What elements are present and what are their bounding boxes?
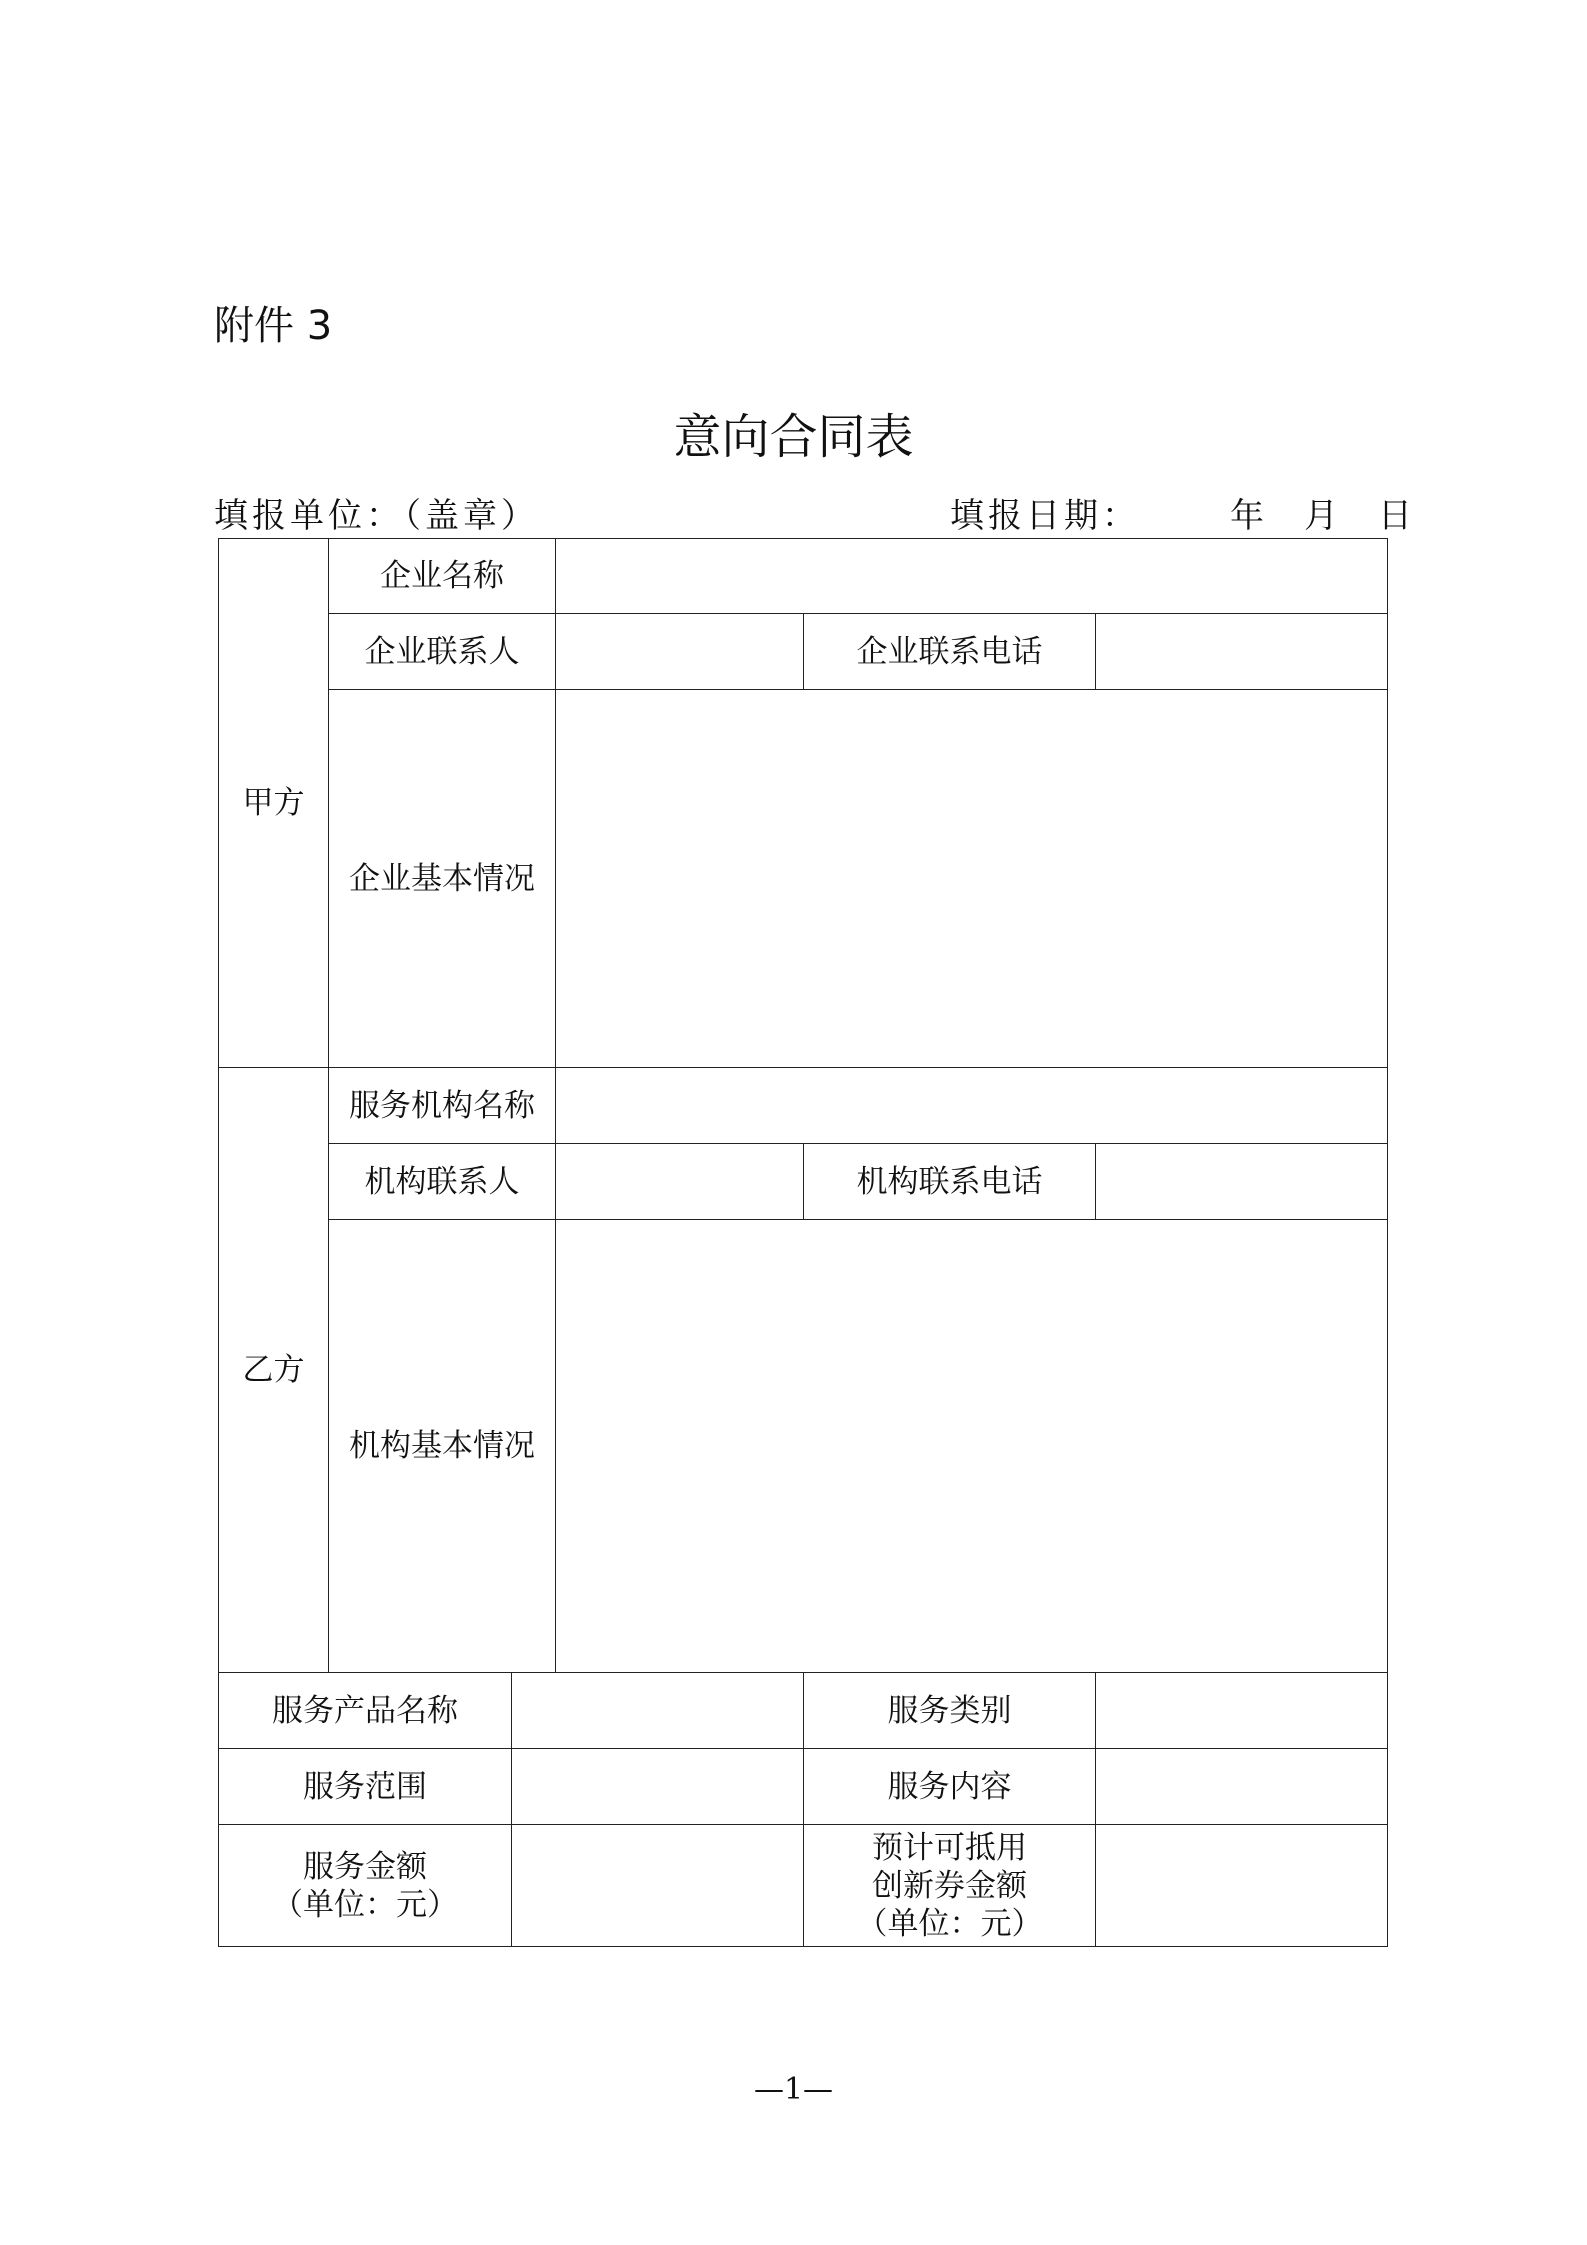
service-amount-line1: 服务金额 xyxy=(303,1848,427,1885)
institution-phone-field[interactable] xyxy=(1096,1144,1388,1220)
service-amount-field[interactable] xyxy=(512,1825,804,1947)
service-scope-field[interactable] xyxy=(512,1749,804,1825)
voucher-amount-label xyxy=(804,1825,1096,1947)
company-contact-field[interactable] xyxy=(556,614,804,690)
institution-name-label: 服务机构名称 xyxy=(329,1068,556,1144)
institution-info-label: 机构基本情况 xyxy=(329,1220,556,1673)
service-amount-label xyxy=(219,1825,512,1947)
voucher-amount-field[interactable] xyxy=(1096,1825,1388,1947)
company-name-label: 企业名称 xyxy=(329,539,556,614)
institution-phone-label: 机构联系电话 xyxy=(804,1144,1096,1220)
product-name-label: 服务产品名称 xyxy=(219,1673,512,1749)
service-content-field[interactable] xyxy=(1096,1749,1388,1825)
company-phone-field[interactable] xyxy=(1096,614,1388,690)
service-category-field[interactable] xyxy=(1096,1673,1388,1749)
date-month-label: 月 xyxy=(1304,496,1342,536)
institution-name-field[interactable] xyxy=(556,1068,1388,1144)
company-contact-label: 企业联系人 xyxy=(329,614,556,690)
fill-unit-label: 填报单位：（盖章） xyxy=(214,496,539,536)
form-title: 意向合同表 xyxy=(673,409,914,465)
date-year-label: 年 xyxy=(1230,496,1268,536)
attachment-label: 附件 3 xyxy=(214,303,333,349)
institution-contact-label: 机构联系人 xyxy=(329,1144,556,1220)
voucher-amount-line3: （单位：元） xyxy=(856,1905,1043,1942)
company-phone-label: 企业联系电话 xyxy=(804,614,1096,690)
party-a-label: 甲方 xyxy=(219,539,329,1068)
service-content-label: 服务内容 xyxy=(804,1749,1096,1825)
fill-date xyxy=(950,488,1416,537)
contract-form-table xyxy=(218,538,1388,1947)
company-info-field[interactable] xyxy=(556,690,1388,1068)
company-name-field[interactable] xyxy=(556,539,1388,614)
product-name-field[interactable] xyxy=(512,1673,804,1749)
institution-contact-field[interactable] xyxy=(556,1144,804,1220)
voucher-amount-line2: 创新券金额 xyxy=(872,1867,1027,1904)
service-amount-line2: （单位：元） xyxy=(272,1886,458,1923)
voucher-amount-line1: 预计可抵用 xyxy=(872,1829,1027,1866)
fill-date-label: 填报日期： xyxy=(950,496,1140,536)
service-scope-label: 服务范围 xyxy=(219,1749,512,1825)
party-b-label: 乙方 xyxy=(219,1068,329,1673)
service-category-label: 服务类别 xyxy=(804,1673,1096,1749)
page-number: —1— xyxy=(753,2072,834,2107)
date-day-label: 日 xyxy=(1378,496,1416,536)
company-info-label: 企业基本情况 xyxy=(329,690,556,1068)
institution-info-field[interactable] xyxy=(556,1220,1388,1673)
